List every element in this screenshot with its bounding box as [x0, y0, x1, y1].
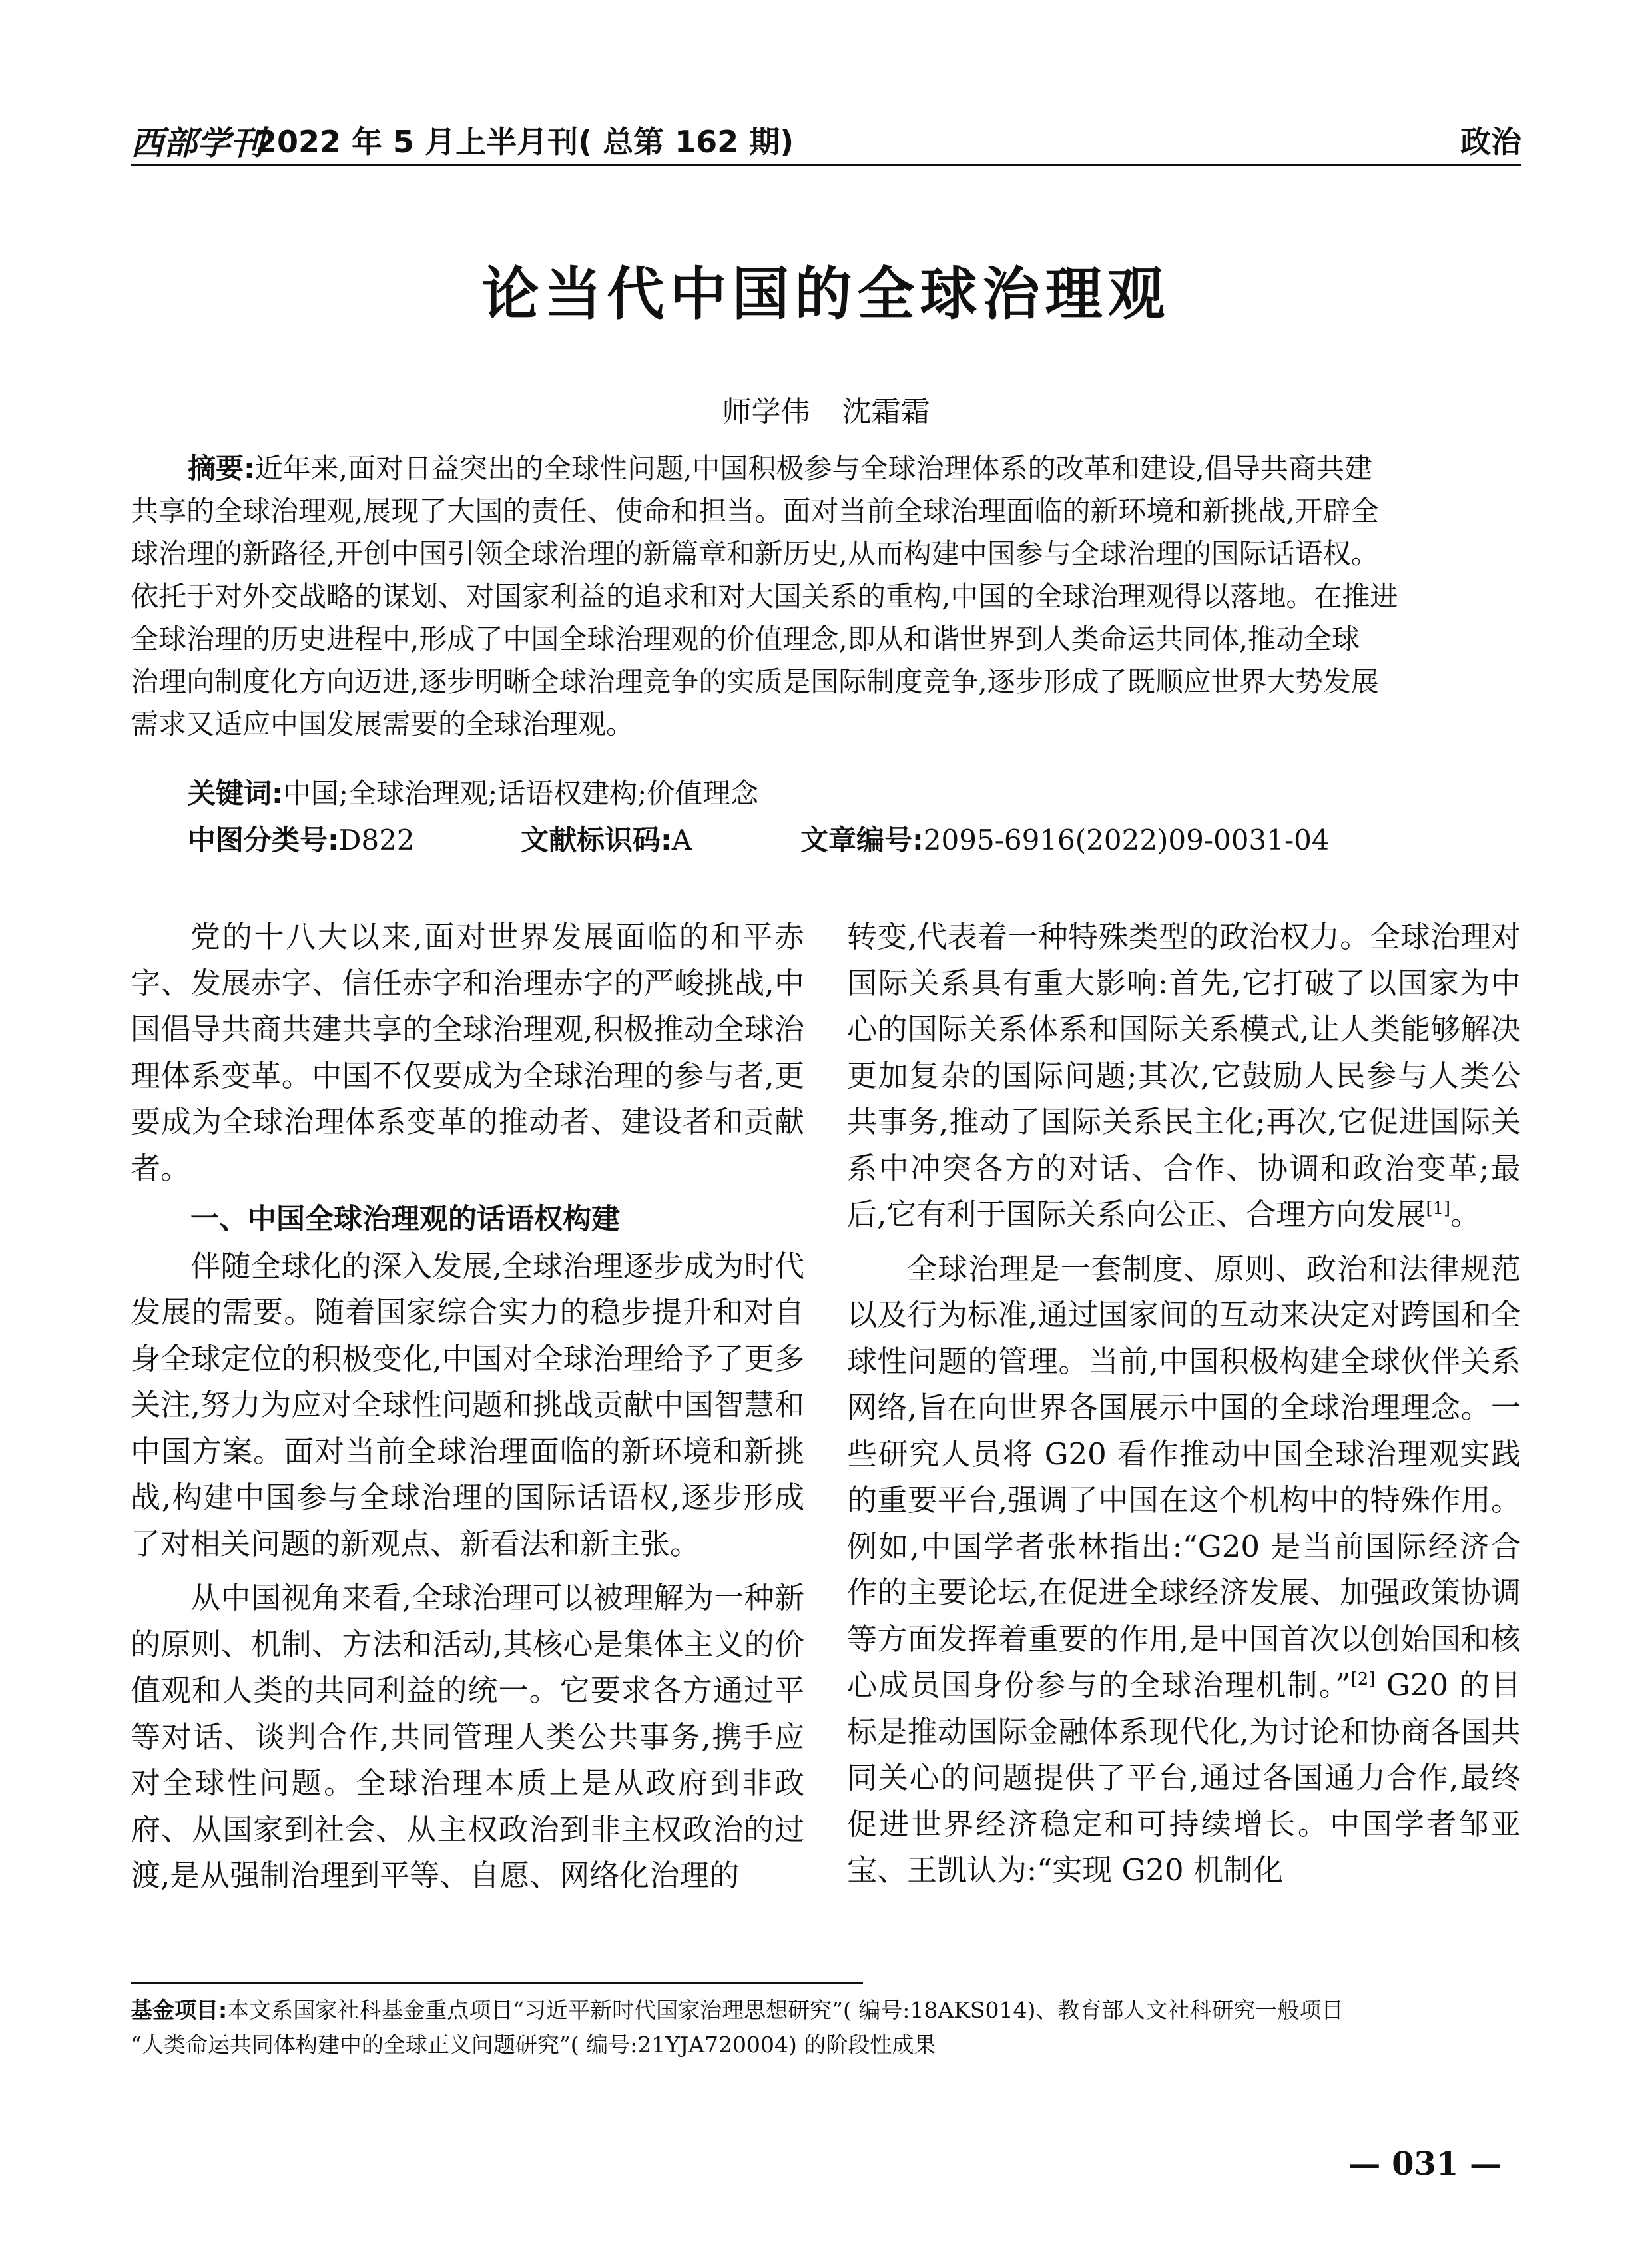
authors: [0, 388, 1652, 430]
author-2: 沈霜霜: [842, 395, 930, 429]
footnote-line-2: “人类命运共同体构建中的全球正义问题研究”( 编号:21YJA720004) 的阶段性成果: [131, 2032, 936, 2058]
running-header: [131, 110, 1521, 162]
page-number: — 031 —: [1348, 2145, 1502, 2183]
journal-logo: 西部学刊: [131, 123, 264, 162]
author-1: 师学伟: [722, 395, 810, 429]
citation-1: [1]: [1426, 1199, 1451, 1219]
doc-code-value: A: [671, 824, 692, 856]
article-number-value: 2095-6916(2022)09-0031-04: [923, 824, 1330, 856]
header-rule: [131, 164, 1521, 166]
clc-label: 中图分类号:: [188, 824, 339, 856]
abstract-line: 近年来,面对日益突出的全球性问题,中国积极参与全球治理体系的改革和建设,倡导共商共建: [254, 452, 1372, 485]
doc-code-label: 文献标识码:: [521, 824, 672, 856]
abstract-label: 摘要:: [188, 452, 255, 485]
funding-footnote: [131, 1993, 1521, 2062]
paragraph: 转变,代表着一种特殊类型的政治权力。全球治理对国际关系具有重大影响:首先,它打破了以国家为中心的国际关系体系和国际关系模式,让人类能够解决更加复杂的国际问题;其次,它鼓励人民参与人类公共事务,推动了国际关系民主化;再次,它促进国际关系中冲突各方的对话、合作、协调和政治变革;最后,它有利于国际关系向公正、合理方向发展[1]。: [847, 919, 1521, 1232]
abstract-line: 治理向制度化方向迈进,逐步明晰全球治理竞争的实质是国际制度竞争,逐步形成了既顺应世界大势发展: [131, 665, 1379, 698]
article-number-label: 文章编号:: [800, 824, 924, 856]
footnote-rule: [131, 1982, 863, 1984]
paragraph: 伴随全球化的深入发展,全球治理逐步成为时代发展的需要。随着国家综合实力的稳步提升和对自身全球定位的积极变化,中国对全球治理给予了更多关注,努力为应对全球性问题和挑战贡献中国智慧和中国方案。面对当前全球治理面临的新环境和新挑战,构建中国参与全球治理的国际话语权,逐步形成了对相关问题的新观点、新看法和新主张。: [131, 1248, 804, 1561]
abstract-line: 依托于对外交战略的谋划、对国家利益的追求和对大国关系的重构,中国的全球治理观得以落地。在推进: [131, 580, 1398, 613]
paragraph: 党的十八大以来,面对世界发展面临的和平赤字、发展赤字、信任赤字和治理赤字的严峻挑战,中国倡导共商共建共享的全球治理观,积极推动全球治理体系变革。中国不仅要成为全球治理的参与者,更要成为全球治理体系变革的推动者、建设者和贡献者。: [131, 919, 804, 1186]
abstract-line: 全球治理的历史进程中,形成了中国全球治理观的价值理念,即从和谐世界到人类命运共同体,推动全球: [131, 623, 1360, 655]
footnote-line-1: 本文系国家社科基金重点项目“习近平新时代国家治理思想研究”( 编号:18AKS014)、教育部人文社科研究一般项目: [227, 1997, 1344, 2023]
paragraph: 从中国视角来看,全球治理可以被理解为一种新的原则、机制、方法和活动,其核心是集体主义的价值观和人类的共同利益的统一。它要求各方通过平等对话、谈判合作,共同管理人类公共事务,携手应对全球性问题。全球治理本质上是从政府到非政府、从国家到社会、从主权政治到非主权政治的过渡,是从强制治理到平等、自愿、网络化治理的: [131, 1580, 804, 1893]
keywords-label: 关键词:: [188, 777, 283, 810]
paragraph: 全球治理是一套制度、原则、政治和法律规范以及行为标准,通过国家间的互动来决定对跨国和全球性问题的管理。当前,中国积极构建全球伙伴关系网络,旨在向世界各国展示中国的全球治理理念。一些研究人员将 G20 看作推动中国全球治理观实践的重要平台,强调了中国在这个机构中的特殊作用。例如,中国学者张林指出:“G20 是当前国际经济合作的主要论坛,在促进全球经济发展、加强政策协调等方面发挥着重要的作用,是中国首次以创始国和核心成员国身份参与的全球治理机制。”[2] G20 的目标是推动国际金融体系现代化,为讨论和协商各国共同关心的问题提供了平台,通过各国通力合作,最终促进世界经济稳定和可持续增长。中国学者邹亚宝、王凯认为:“实现 G20 机制化: [847, 1251, 1521, 1888]
keywords: [188, 772, 758, 815]
clc-value: D822: [338, 824, 415, 856]
article-title: 论当代中国的全球治理观: [481, 261, 1171, 328]
body-column-right: [847, 914, 1521, 1894]
abstract: [131, 447, 1521, 746]
section-heading: 一、中国全球治理观的话语权构建: [190, 1203, 620, 1236]
body-column-left: [131, 914, 804, 1899]
footnote-label: 基金项目:: [131, 1997, 228, 2023]
classification-line: [188, 819, 1330, 862]
abstract-line: 共享的全球治理观,展现了大国的责任、使命和担当。面对当前全球治理面临的新环境和新挑战,开辟全: [131, 495, 1379, 527]
issue-info: 2022 年 5 月上半月刊( 总第 162 期): [256, 124, 794, 160]
abstract-line: 球治理的新路径,开创中国引领全球治理的新篇章和新历史,从而构建中国参与全球治理的国际话语权。: [131, 537, 1379, 570]
abstract-line: 需求又适应中国发展需要的全球治理观。: [131, 708, 635, 740]
citation-2: [2]: [1350, 1669, 1376, 1689]
section-label: 政治: [1460, 124, 1521, 160]
keywords-text: 中国;全球治理观;话语权建构;价值理念: [282, 777, 759, 810]
